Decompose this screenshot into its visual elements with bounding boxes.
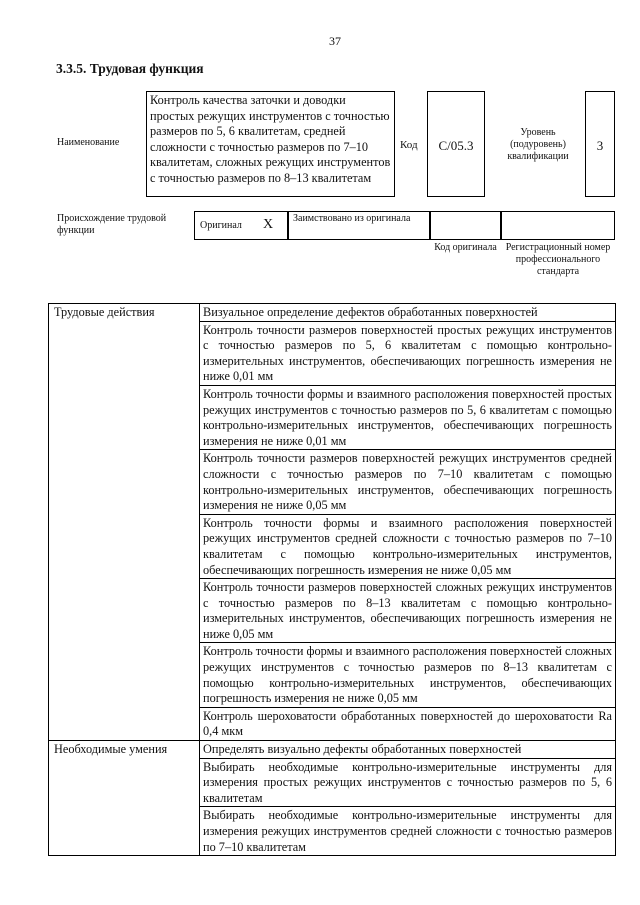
skill-item: Определять визуально дефекты обработанных поверхностей xyxy=(200,741,616,759)
table-row xyxy=(49,304,616,322)
action-item: Контроль точности размеров поверхностей сложных режущих инструментов с точностью размеров по 8–13 квалитетам с помощью контрольно-измерительных инструментов, обеспечивающих погрешность измерения не ниже 0,05 мм xyxy=(200,579,616,643)
qualification-level-value-box: 3 xyxy=(585,91,615,197)
page-number: 37 xyxy=(329,34,341,48)
registration-number-cell xyxy=(501,211,615,240)
skill-item: Выбирать необходимые контрольно-измерительные инструменты для измерения простых режущих инструментов с точностью размеров по 5, 6 квалитетам xyxy=(200,758,616,807)
action-item: Контроль точности размеров поверхностей простых режущих инструментов с точностью размеров по 5, 6 квалитетам с помощью контрольно-измерительных инструментов, обеспечивающих погрешность измерения не ниже 0,01 мм xyxy=(200,321,616,385)
qualification-level-label: Уровень (подуровень) квалификации xyxy=(507,127,569,162)
action-item: Контроль шероховатости обработанных поверхностей до шероховатости Ra 0,4 мкм xyxy=(200,707,616,740)
original-mark: X xyxy=(263,217,274,232)
function-name-box: Контроль качества заточки и доводки простых режущих инструментов с точностью размеров по 5, 6 квалитетам, средней сложности с точностью размеров по 7–10 квалитетам, сложных режущих инструментов с точностью размеров по 8–13 квалитетам xyxy=(146,91,395,197)
action-item: Визуальное определение дефектов обработанных поверхностей xyxy=(200,304,616,322)
action-item: Контроль точности формы и взаимного расположения поверхностей режущих инструментов средней сложности с точностью размеров по 7–10 квалитетам с помощью контрольно-измерительных инструментов, обеспечивающих погрешность измерения не ниже 0,05 мм xyxy=(200,514,616,578)
table-row xyxy=(49,741,616,759)
action-item: Контроль точности формы и взаимного расположения поверхностей простых режущих инструментов с точностью размеров по 5, 6 квалитетам с помощью контрольно-измерительных инструментов, обеспечивающих погрешность измерения не ниже 0,01 мм xyxy=(200,385,616,449)
code-value-box: С/05.3 xyxy=(427,91,485,197)
skills-label: Необходимые умения xyxy=(49,741,200,856)
skill-item: Выбирать необходимые контрольно-измерительные инструменты для измерения режущих инструментов средней сложности с точностью размеров по 7–10 квалитетам xyxy=(200,807,616,856)
name-label: Наименование xyxy=(57,137,120,148)
original-code-cell xyxy=(430,211,501,240)
action-item: Контроль точности формы и взаимного расположения поверхностей сложных режущих инструментов с точностью размеров по 8–13 квалитетам с помощью контрольно-измерительных инструментов, обеспечивающих погрешность измерения не ниже 0,05 мм xyxy=(200,643,616,707)
function-table xyxy=(48,303,616,856)
borrowed-cell: Заимствовано из оригинала xyxy=(288,211,430,240)
action-item: Контроль точности размеров поверхностей режущих инструментов средней сложности с точностью размеров по 7–10 квалитетам с помощью контрольно-измерительных инструментов, обеспечивающих погрешность измерения не ниже 0,05 мм xyxy=(200,450,616,514)
original-label: Оригинал xyxy=(200,220,242,231)
code-caption: Код оригинала xyxy=(434,242,497,253)
code-label: Код xyxy=(400,139,418,151)
original-cell xyxy=(194,211,288,240)
origin-label: Происхождение трудовой функции xyxy=(57,213,167,236)
section-title: 3.3.5. Трудовая функция xyxy=(56,61,204,76)
registration-caption: Регистрационный номер профессионального стандарта xyxy=(505,242,611,277)
actions-label: Трудовые действия xyxy=(49,304,200,741)
